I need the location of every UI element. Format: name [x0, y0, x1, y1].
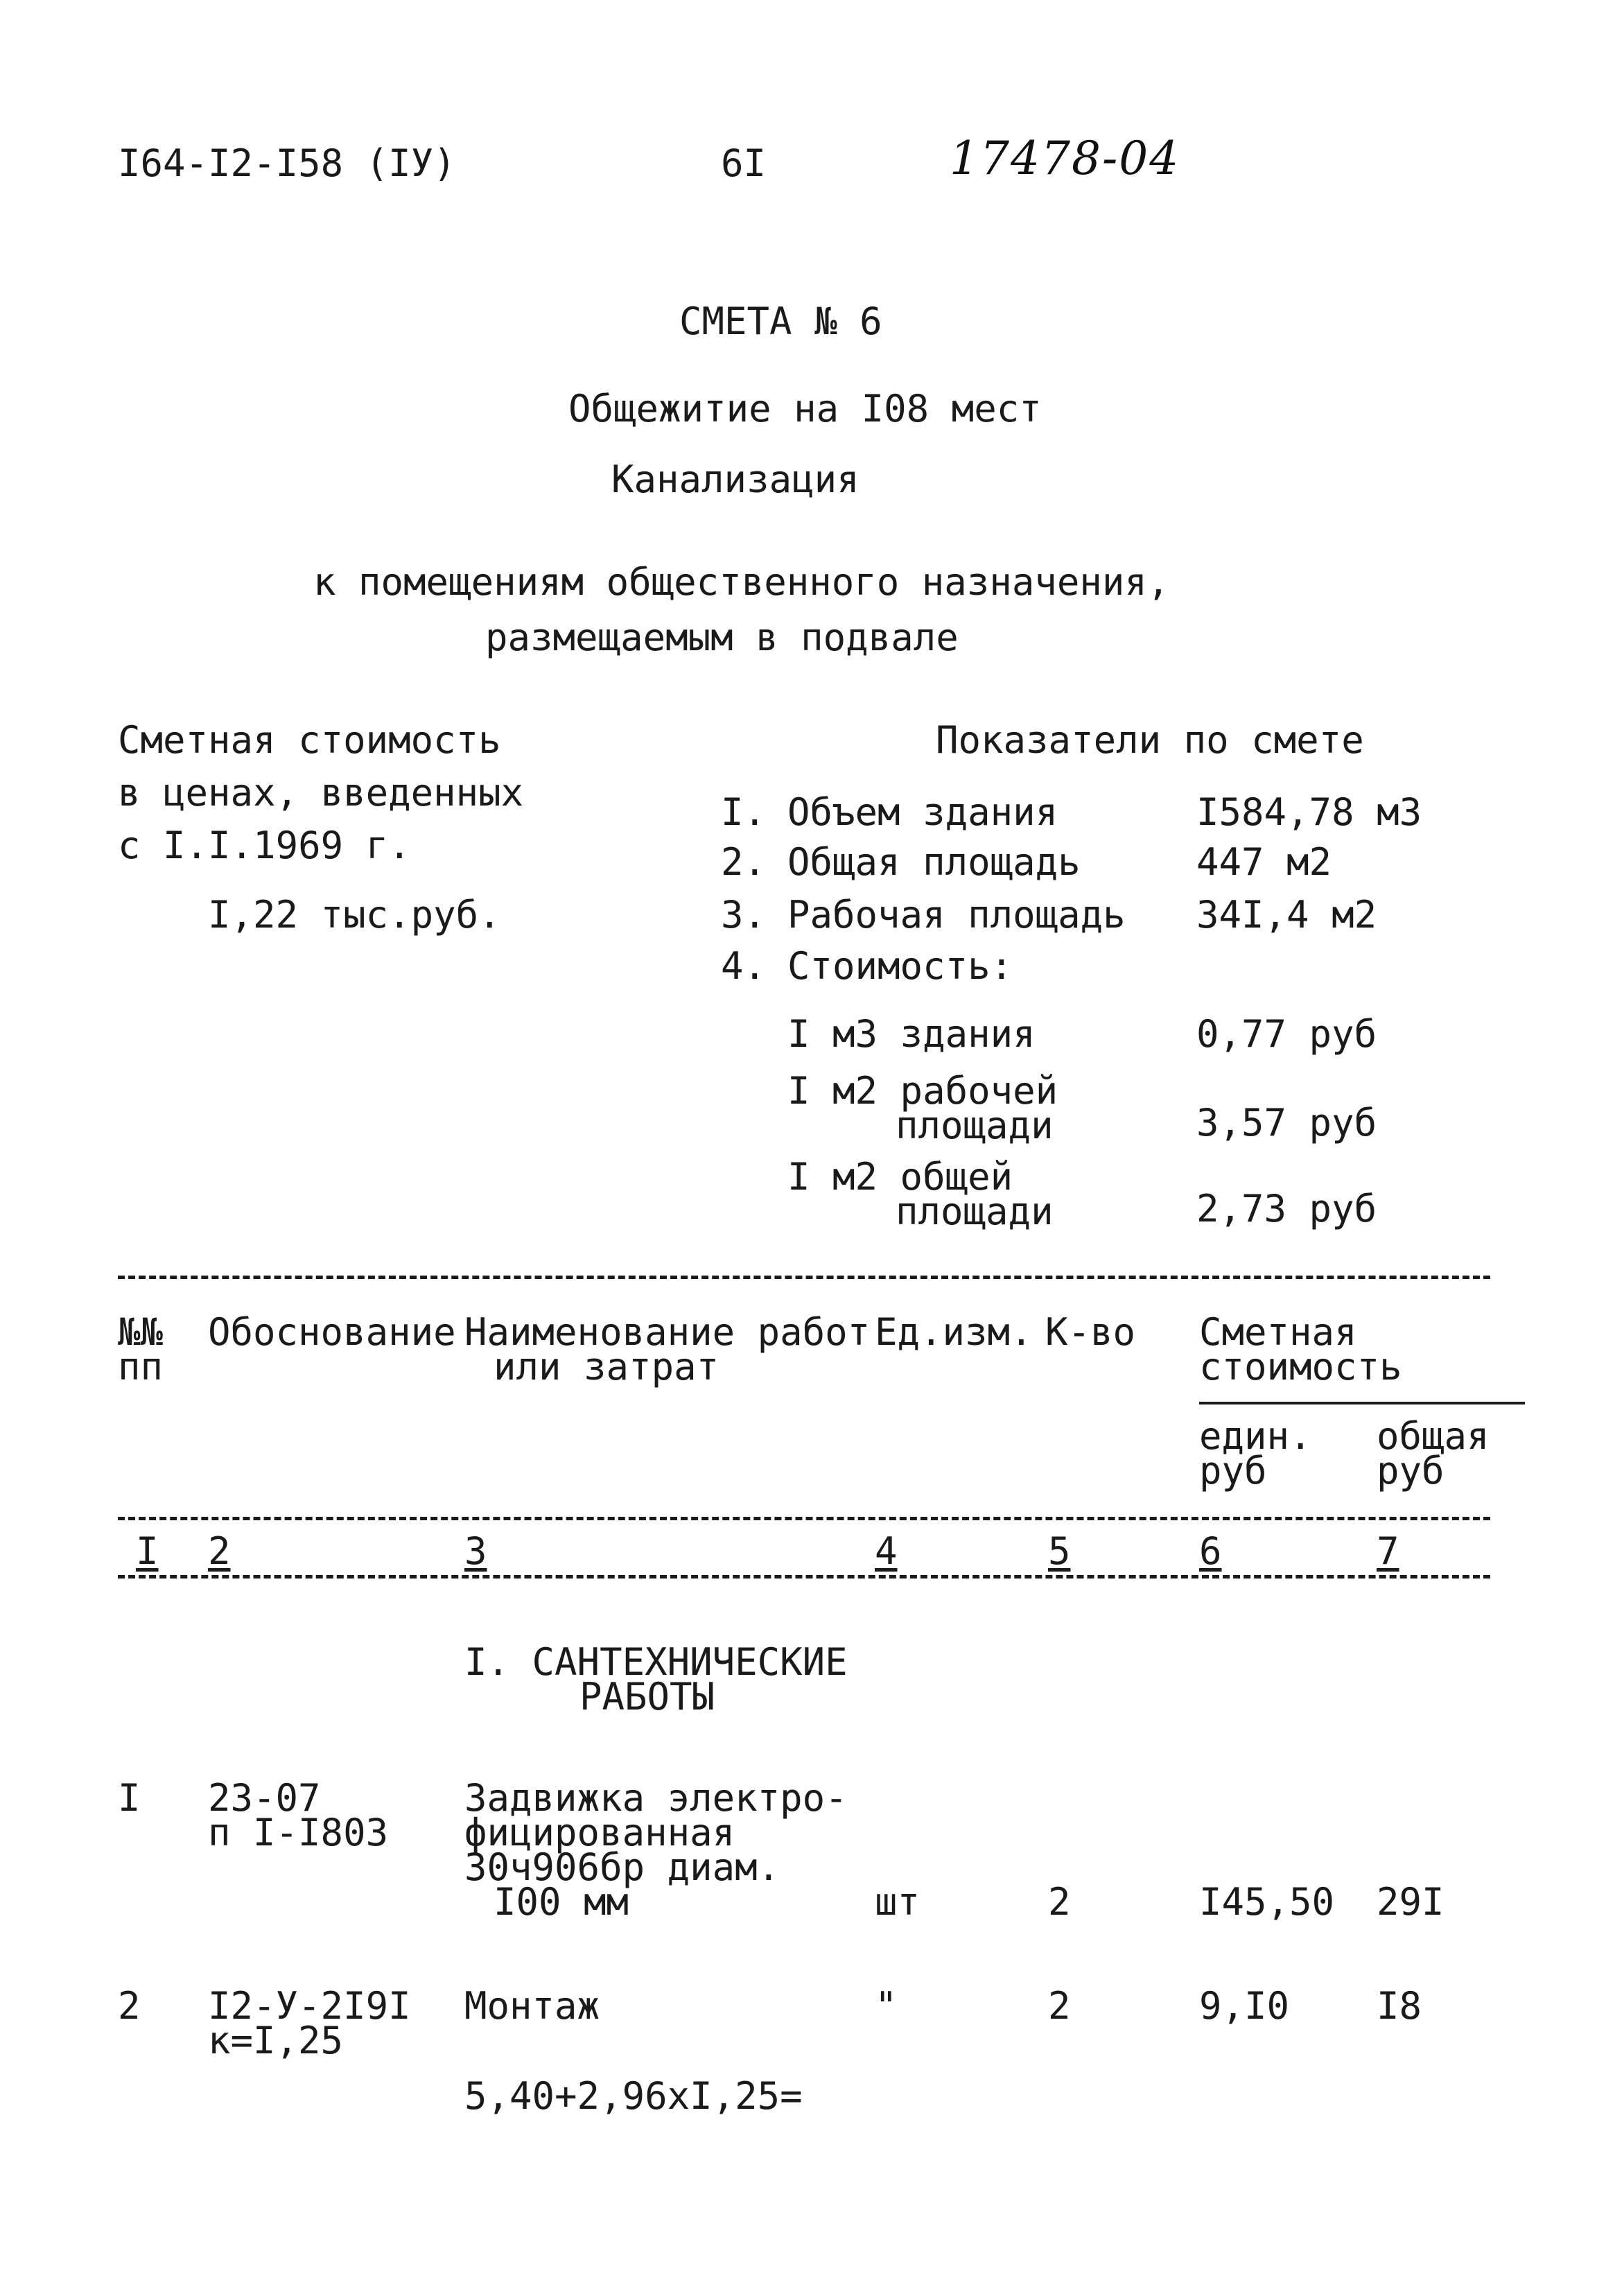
estimate-title: СМЕТА № 6 — [679, 299, 882, 343]
row-name: Задвижка электро- — [464, 1776, 848, 1820]
indicator-num: I. — [721, 790, 767, 834]
row-name-cont: 30ч906бр диам. — [464, 1845, 780, 1889]
header-total-cont: руб — [1377, 1449, 1445, 1493]
indicator-value: 447 м2 — [1196, 840, 1332, 884]
table-top-rule — [118, 1276, 1490, 1279]
system-title: Канализация — [611, 458, 859, 501]
column-number: 4 — [875, 1529, 898, 1573]
unit-cost-label-cont: площади — [896, 1104, 1054, 1147]
cost-label-line3: с I.I.1969 г. — [118, 824, 411, 867]
header-total: общая — [1377, 1414, 1490, 1458]
column-number: 2 — [208, 1529, 231, 1573]
row-basis: 23-07 — [208, 1776, 321, 1820]
column-number: 5 — [1048, 1529, 1071, 1573]
section-title: I. САНТЕХНИЧЕСКИЕ — [464, 1640, 848, 1684]
handwritten-number: 17478-04 — [950, 132, 1180, 185]
header-bottom-rule — [118, 1517, 1490, 1520]
section-title-cont: РАБОТЫ — [579, 1675, 715, 1719]
indicator-num: 4. — [721, 944, 767, 988]
row-number: 2 — [118, 1984, 141, 2028]
header-unit-price-cont: руб — [1199, 1449, 1267, 1493]
cost-label-line2: в ценах, введенных — [118, 771, 524, 815]
indicator-num: 2. — [721, 840, 767, 884]
header-cost-cont: стоимость — [1199, 1345, 1402, 1389]
row-basis: I2-У-2I9I — [208, 1984, 411, 2028]
indicator-value: I584,78 м3 — [1196, 790, 1422, 834]
header-name: Наименование работ — [464, 1310, 871, 1354]
unit-cost-label: I м2 рабочей — [787, 1069, 1058, 1113]
document-code: I64-I2-I58 (IУ) — [118, 141, 456, 185]
header-unit: Ед.изм. — [875, 1310, 1033, 1354]
indicator-num: 3. — [721, 893, 767, 937]
header-unit-price: един. — [1199, 1414, 1312, 1458]
indicator-value: 34I,4 м2 — [1196, 893, 1377, 937]
header-num: №№ — [118, 1310, 164, 1354]
cost-label-line1: Сметная стоимость — [118, 718, 501, 762]
row-total: I8 — [1377, 1984, 1422, 2028]
row-name-cont: фицированная — [464, 1811, 735, 1854]
cost-value: I,22 тыс.руб. — [208, 893, 501, 937]
header-num-cont: пп — [118, 1345, 164, 1389]
header-qty: К-во — [1045, 1310, 1136, 1354]
row-number: I — [118, 1776, 141, 1820]
column-number: I — [136, 1529, 159, 1573]
indicator-label: Стоимость: — [787, 944, 1013, 988]
header-basis: Обоснование — [208, 1310, 456, 1354]
row-name: Монтаж — [464, 1984, 600, 2028]
cost-subheader-rule — [1199, 1402, 1525, 1404]
row-unit-price: I45,50 — [1199, 1880, 1335, 1924]
unit-cost-value: 0,77 руб — [1196, 1012, 1377, 1056]
column-number: 3 — [464, 1529, 487, 1573]
row-basis-cont: п I-I803 — [208, 1811, 389, 1854]
row-unit: " — [875, 1984, 898, 2028]
object-title: Общежитие на I08 мест — [568, 387, 1042, 430]
row-basis-cont: к=I,25 — [208, 2019, 344, 2062]
header-cost: Сметная — [1199, 1310, 1357, 1354]
header-name-cont: или затрат — [494, 1345, 719, 1389]
column-numbers-rule — [118, 1575, 1490, 1578]
unit-cost-value: 2,73 руб — [1196, 1187, 1377, 1230]
column-number: 6 — [1199, 1529, 1222, 1573]
row-calculation: 5,40+2,96хI,25= — [464, 2074, 803, 2118]
row-name-cont: I00 мм — [494, 1880, 629, 1924]
row-unit-price: 9,I0 — [1199, 1984, 1290, 2028]
unit-cost-value: 3,57 руб — [1196, 1101, 1377, 1145]
subtitle-line1: к помещениям общественного назначения, — [313, 560, 1170, 604]
indicator-label: Рабочая площадь — [787, 893, 1126, 937]
subtitle-line2: размещаемым в подвале — [485, 616, 959, 659]
row-total: 29I — [1377, 1880, 1445, 1924]
page-number: 6I — [721, 141, 767, 185]
row-qty: 2 — [1048, 1880, 1071, 1924]
indicator-label: Объем здания — [787, 790, 1058, 834]
unit-cost-label: I м3 здания — [787, 1012, 1036, 1056]
row-qty: 2 — [1048, 1984, 1071, 2028]
unit-cost-label: I м2 общей — [787, 1155, 1013, 1199]
indicators-heading: Показатели по смете — [936, 718, 1364, 762]
row-unit: шт — [875, 1880, 920, 1924]
unit-cost-label-cont: площади — [896, 1190, 1054, 1233]
indicator-label: Общая площадь — [787, 840, 1081, 884]
column-number: 7 — [1377, 1529, 1399, 1573]
